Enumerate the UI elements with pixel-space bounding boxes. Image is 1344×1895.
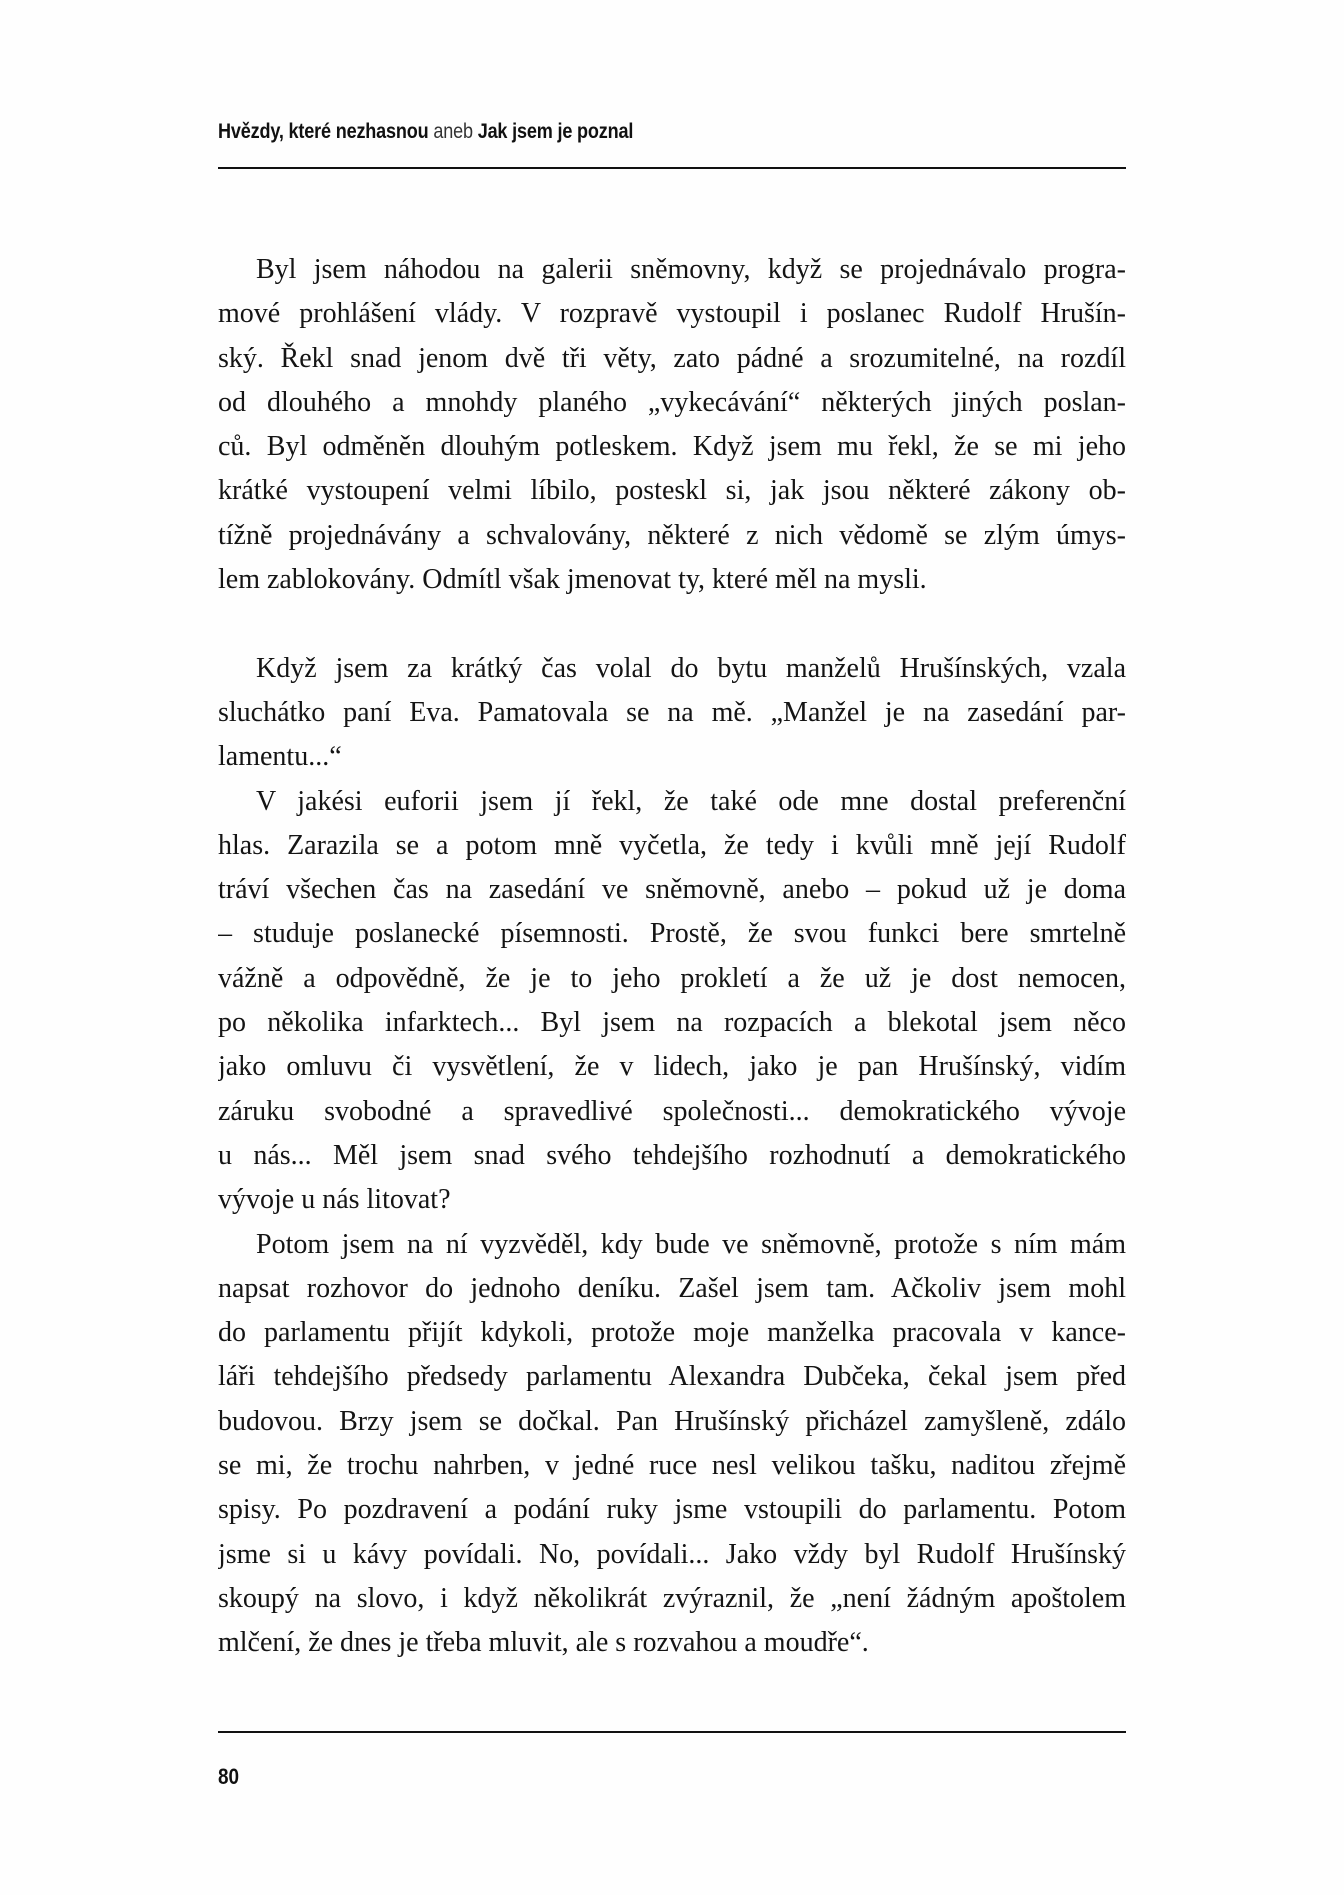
text-line: vážně a odpovědně, že je to jeho prokletí a že už je dost nemocen, — [218, 962, 1126, 994]
text-line: mlčení, že dnes je třeba mluvit, ale s rozvahou a moudře“. — [218, 1627, 869, 1659]
text-line: spisy. Po pozdravení a podání ruky jsme vstoupili do parlamentu. Potom — [218, 1494, 1126, 1526]
text-line: Byl jsem náhodou na galerii sněmovny, když se projednávalo progra- — [256, 254, 1126, 285]
text-line: vývoje u nás litovat? — [218, 1184, 451, 1216]
text-line: napsat rozhovor do jednoho deníku. Zašel jsem tam. Ačkoliv jsem mohl — [218, 1272, 1126, 1304]
text-line: V jakési euforii jsem jí řekl, že také ode mne dostal preferenční — [256, 785, 1126, 817]
text-line: u nás... Měl jsem snad svého tehdejšího rozhodnutí a demokratického — [218, 1139, 1126, 1171]
book-subtitle: Jak jsem je poznal — [477, 120, 634, 143]
text-line: záruku svobodné a spravedlivé společnosti... demokratického vývoje — [218, 1095, 1126, 1127]
text-line: mové prohlášení vlády. V rozpravě vystoupil i poslanec Rudolf Hrušín- — [218, 298, 1126, 330]
text-line: lamentu...“ — [218, 741, 342, 773]
text-line: hlas. Zarazila se a potom mně vyčetla, že tedy i kvůli mně její Rudolf — [218, 829, 1126, 861]
paragraph — [218, 248, 1126, 602]
title-connector: aneb — [433, 120, 473, 143]
text-line: láři tehdejšího předsedy parlamentu Alexandra Dubčeka, čekal jsem před — [218, 1361, 1126, 1393]
footer-rule — [218, 1731, 1126, 1733]
body-text — [218, 248, 1126, 1666]
text-line: ců. Byl odměněn dlouhým potleskem. Když jsem mu řekl, že se mi jeho — [218, 431, 1126, 463]
text-line: tráví všechen čas na zasedání ve sněmovně, anebo – pokud už je doma — [218, 874, 1126, 906]
text-line: lem zablokovány. Odmítl však jmenovat ty, které měl na mysli. — [218, 564, 927, 596]
running-head — [218, 120, 999, 144]
paragraph — [218, 647, 1126, 780]
section-gap — [218, 602, 1126, 646]
text-line: jako omluvu či vysvětlení, že v lidech, jako je pan Hrušínský, vidím — [218, 1051, 1126, 1083]
text-line: sluchátko paní Eva. Pamatovala se na mě. „Manžel je na zasedání par- — [218, 696, 1126, 728]
text-line: – studuje poslanecké písemnosti. Prostě, že svou funkci bere smrtelně — [218, 918, 1126, 950]
header-rule — [218, 167, 1126, 169]
page-number: 80 — [218, 1764, 240, 1789]
text-line: ský. Řekl snad jenom dvě tři věty, zato pádné a srozumitelné, na rozdíl — [218, 342, 1126, 374]
text-line: Potom jsem na ní vyzvěděl, kdy bude ve sněmovně, protože s ním mám — [256, 1228, 1126, 1260]
text-line: do parlamentu přijít kdykoli, protože moje manželka pracovala v kance- — [218, 1317, 1126, 1349]
paragraph — [218, 1223, 1126, 1666]
text-line: tížně projednávány a schvalovány, některé z nich vědomě se zlým úmys- — [218, 519, 1126, 551]
paragraph — [218, 780, 1126, 1223]
text-line: od dlouhého a mnohdy planého „vykecávání“ některých jiných poslan- — [218, 386, 1126, 418]
text-line: po několika infarktech... Byl jsem na rozpacích a blekotal jsem něco — [218, 1007, 1126, 1039]
text-line: Když jsem za krátký čas volal do bytu manželů Hrušínských, vzala — [256, 652, 1126, 684]
text-line: budovou. Brzy jsem se dočkal. Pan Hrušínský přicházel zamyšleně, zdálo — [218, 1405, 1126, 1437]
text-line: krátké vystoupení velmi líbilo, posteskl si, jak jsou některé zákony ob- — [218, 475, 1126, 507]
text-line: jsme si u kávy povídali. No, povídali... Jako vždy byl Rudolf Hrušínský — [218, 1538, 1126, 1570]
text-line: skoupý na slovo, i když několikrát zvýraznil, že „není žádným apoštolem — [218, 1582, 1126, 1614]
text-line: se mi, že trochu nahrben, v jedné ruce nesl velikou tašku, naditou zřejmě — [218, 1450, 1126, 1482]
book-title: Hvězdy, které nezhasnou — [218, 120, 429, 143]
